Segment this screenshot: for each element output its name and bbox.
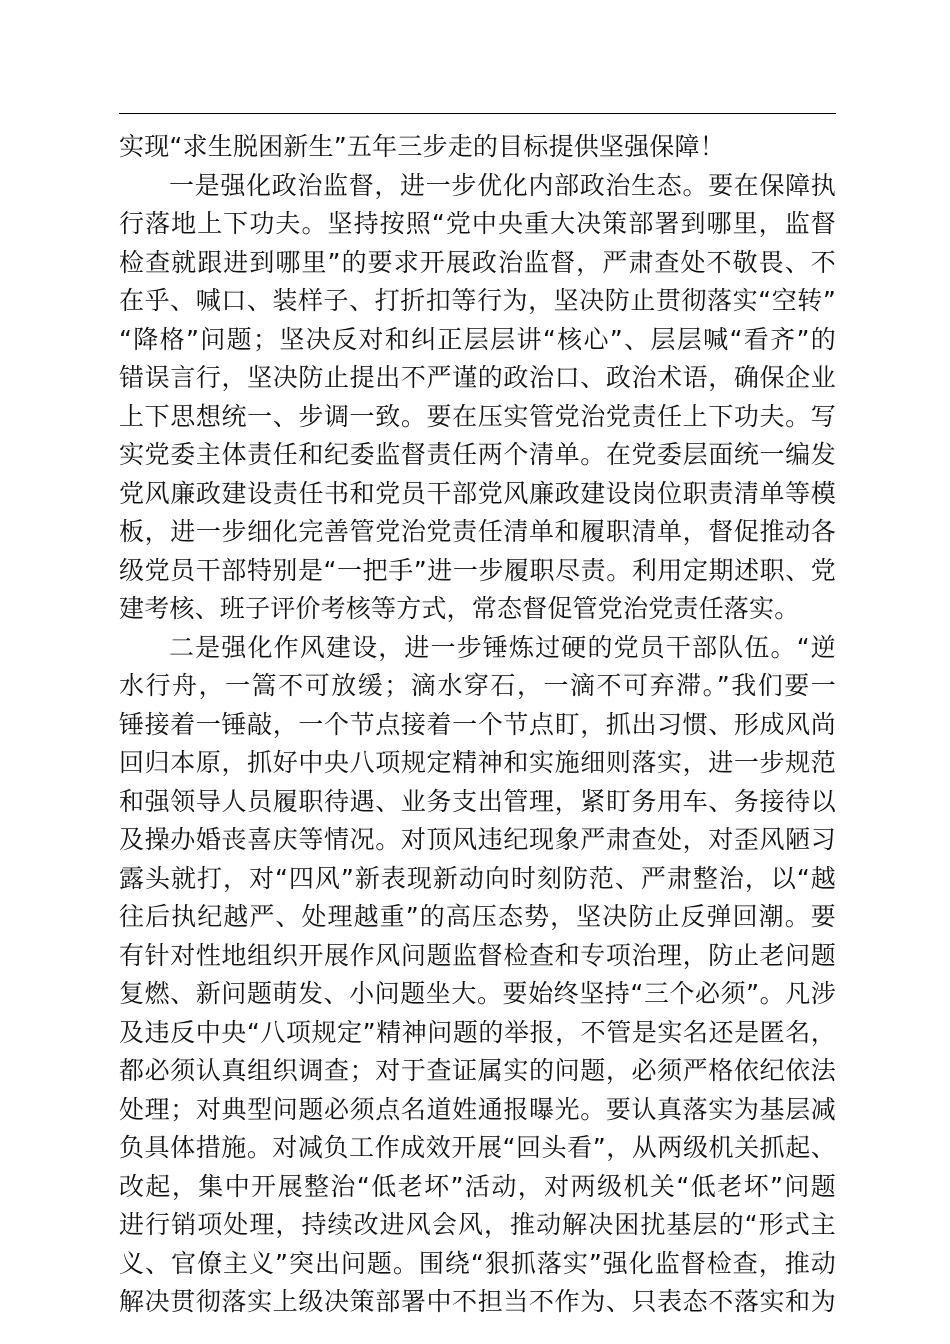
text-line: 义、官僚主义”突出问题。围绕“狠抓落实”强化监督检查，推动 [119,1248,836,1278]
text-line: 建考核、班子评价考核等方式，常态督促管党治党责任落实。 [119,594,800,623]
text-line: 改起，集中开展整治“低老坏”活动，对两级机关“低老坏”问题 [119,1171,836,1201]
text-line: 上下思想统一、步调一致。要在压实管党治党责任上下功夫。写 [119,401,836,431]
text-line: 行落地上下功夫。坚持按照“党中央重大决策部署到哪里，监督 [119,209,836,238]
text-line: 二是强化作风建设，进一步锤炼过硬的党员干部队伍。“逆 [169,632,836,662]
text-line: 负具体措施。对减负工作成效开展“回头看”，从两级机关抓起、 [119,1133,836,1162]
text-line: 错误言行，坚决防止提出不严谨的政治口、政治术语，确保企业 [119,363,836,392]
text-line: 回归本原，抓好中央八项规定精神和实施细则落实，进一步规范 [119,748,836,777]
text-line: 及违反中央“八项规定”精神问题的举报，不管是实名还是匿名， [119,1017,836,1047]
text-line: 复燃、新问题萌发、小问题坐大。要始终坚持“三个必须”。凡涉 [119,979,836,1008]
text-line: 往后执纪越严、处理越重”的高压态势，坚决防止反弹回潮。要 [119,902,836,931]
text-line: “降格”问题；坚决反对和纠正层层讲“核心”、层层喊“看齐”的 [119,324,836,354]
text-line: 露头就打，对“四风”新表现新动向时刻防范、严肃整治，以“越 [119,863,836,893]
text-line: 在乎、喊口、装样子、打折扣等行为，坚决防止贯彻落实“空转” [119,286,836,315]
text-line: 实党委主体责任和纪委监督责任两个清单。在党委层面统一编发 [119,440,836,469]
text-line: 处理；对典型问题必须点名道姓通报曝光。要认真落实为基层减 [119,1094,836,1124]
text-line: 板，进一步细化完善管党治党责任清单和履职清单，督促推动各 [119,517,836,546]
text-line: 级党员干部特别是“一把手”进一步履职尽责。利用定期述职、党 [119,555,836,585]
text-line: 都必须认真组织调查；对于查证属实的问题，必须严格依纪依法 [119,1056,836,1085]
text-line: 实现“求生脱困新生”五年三步走的目标提供坚强保障！ [119,132,725,161]
text-line: 有针对性地组织开展作风问题监督检查和专项治理，防止老问题 [119,940,836,970]
text-line: 锤接着一锤敲，一个节点接着一个节点盯，抓出习惯、形成风尚 [119,709,836,739]
body-text [119,128,836,1322]
text-line: 和强领导人员履职待遇、业务支出管理，紧盯务用车、务接待以 [119,786,836,816]
text-line: 解决贯彻落实上级决策部署中不担当不作为、只表态不落实和为 [119,1287,836,1316]
text-line: 一是强化政治监督，进一步优化内部政治生态。要在保障执 [169,170,836,200]
text-line: 党风廉政建设责任书和党员干部党风廉政建设岗位职责清单等模 [119,478,836,508]
text-line: 进行销项处理，持续改进风会风，推动解决困扰基层的“形式主 [119,1210,836,1239]
header-rule [119,113,836,114]
text-line: 及操办婚丧喜庆等情况。对顶风违纪现象严肃查处，对歪风陋习 [119,825,836,854]
text-line: 检查就跟进到哪里”的要求开展政治监督，严肃查处不敬畏、不 [119,247,836,277]
text-line: 水行舟，一篙不可放缓；滴水穿石，一滴不可弃滞。”我们要一 [119,671,836,700]
